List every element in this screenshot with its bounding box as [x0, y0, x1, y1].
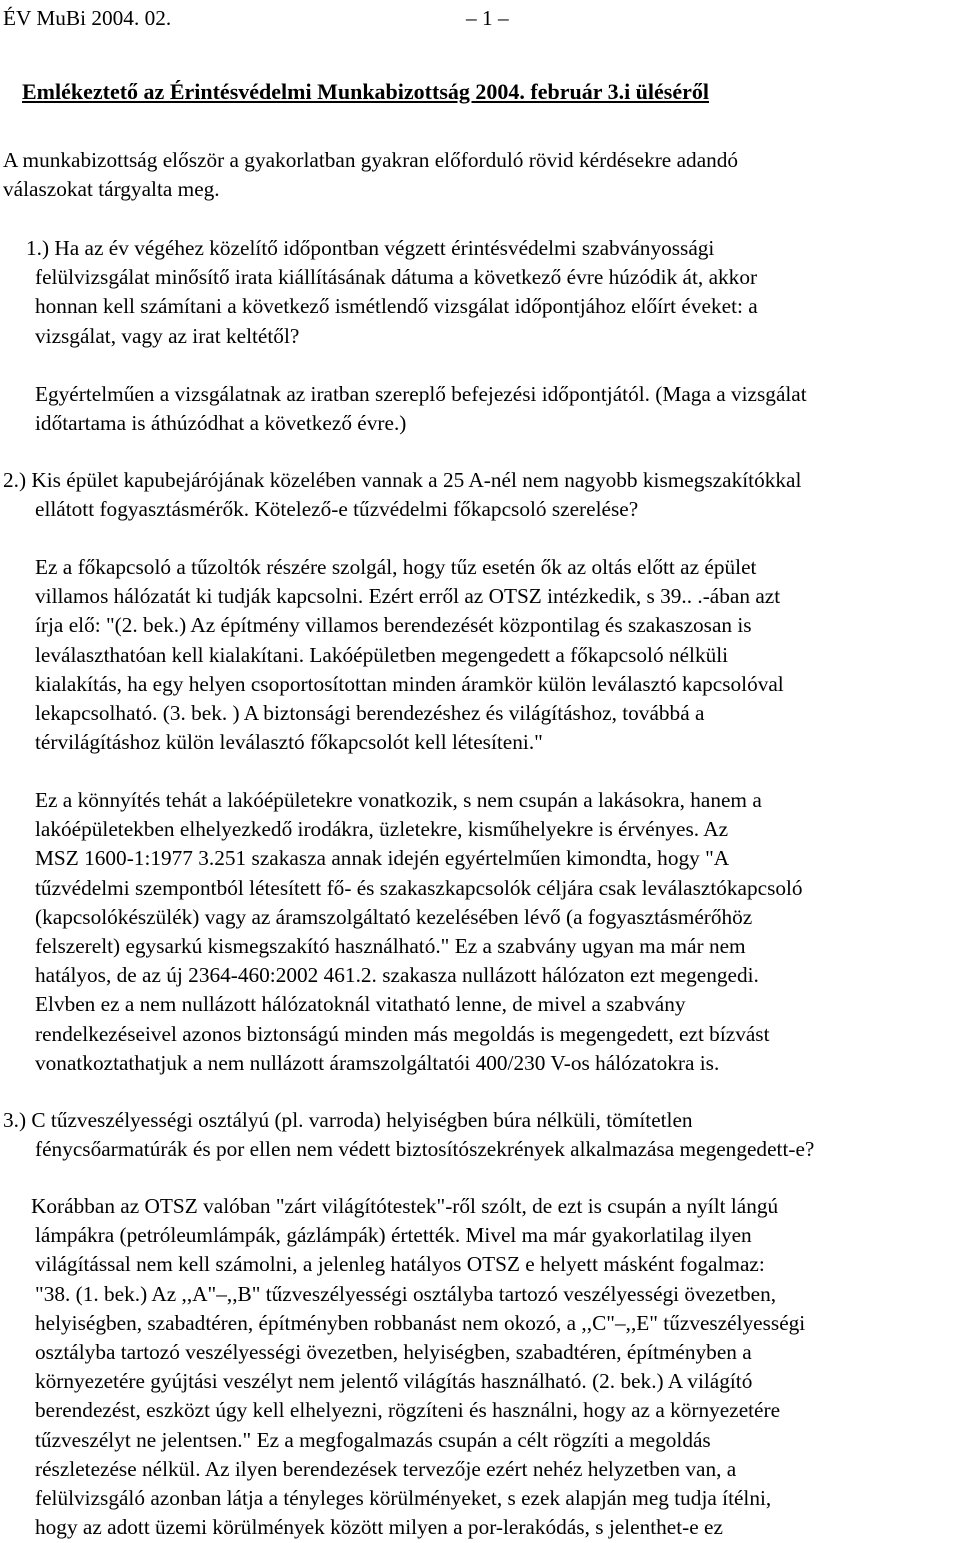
text-line: 3.) C tűzveszélyességi osztályú (pl. varroda) helyiségben búra nélküli, tömítetlen	[3, 1108, 693, 1132]
text-line: Elvben ez a nem nullázott hálózatoknál vitatható lenne, de mivel a szabvány	[35, 992, 686, 1017]
text-line: felszerelt) egysarkú kismegszakító használható." Ez a szabvány ugyan ma már nem	[35, 934, 746, 959]
text-line: Korábban az OTSZ valóban "zárt világítótestek"-ről szólt, de ezt is csupán a nyílt lángú	[31, 1194, 779, 1218]
text-line: lámpákra (petróleumlámpák, gázlámpák) értették. Mivel ma már gyakorlatilag ilyen	[35, 1223, 752, 1248]
text-line: felülvizsgálat minősítő irata kiállításának dátuma a következő évre húzódik át, akkor	[35, 265, 758, 290]
text-line: hogy az adott üzemi körülmények között milyen a por-lerakódás, s jelenthet-e ez	[35, 1515, 723, 1540]
question-1	[26, 234, 955, 351]
text-line: osztályba tartozó veszélyességi övezetben, helyiségben, szabadtéren, építményben a	[35, 1340, 752, 1365]
answer-2-part-2	[35, 786, 955, 1078]
text-line: A munkabizottság először a gyakorlatban gyakran előforduló rövid kérdésekre adandó	[3, 148, 739, 172]
text-line: Ez a főkapcsoló a tűzoltók részére szolgál, hogy tűz esetén ők az oltás előtt az épület	[35, 555, 757, 579]
text-line: (kapcsolókészülék) vagy az áramszolgáltató kezelésében lévő (a fogyasztásmérőhöz	[35, 904, 753, 929]
text-line: villamos hálózatát ki tudják kapcsolni. Ezért erről az OTSZ intézkedik, s 39.. .-ában azt	[35, 584, 781, 609]
text-line: ellátott fogyasztásmérők. Kötelező-e tűzvédelmi főkapcsoló szerelése?	[35, 497, 639, 522]
text-line: tűzvédelmi szempontból létesített fő- és szakaszkapcsolók céljára csak leválasztókapcsoló	[35, 875, 803, 900]
text-line: vonatkoztathatjuk a nem nullázott áramszolgáltatói 400/230 V-os hálózatokra is.	[35, 1050, 720, 1075]
text-line: időtartama is áthúzódhat a következő évre.)	[35, 411, 407, 436]
answer-1	[35, 380, 955, 438]
text-line: részletezése nélkül. Az ilyen berendezések tervezője ezért nehéz helyzetben van, a	[35, 1456, 737, 1481]
text-line: Ez a könnyítés tehát a lakóépületekre vonatkozik, s nem csupán a lakásokra, hanem a	[35, 788, 762, 812]
question-2	[3, 466, 953, 524]
document-title: Emlékeztető az Érintésvédelmi Munkabizottság 2004. február 3.i üléséről	[22, 79, 709, 104]
text-line: írja elő: "(2. bek.) Az építmény villamos berendezését központilag és szakaszosan is	[35, 613, 752, 638]
text-line: berendezést, eszközt úgy kell elhelyezni, rögzíteni és használni, hogy az a környezetére	[35, 1398, 781, 1423]
text-line: tűzveszélyt ne jelentsen." Ez a megfogalmazás csupán a célt rögzíti a megoldás	[35, 1427, 711, 1452]
text-line: válaszokat tárgyalta meg.	[3, 177, 220, 202]
text-line: környezetére gyújtási veszélyt nem jelentő világítás használható. (2. bek.) A világító	[35, 1369, 753, 1394]
text-line: felülvizsgáló azonban látja a tényleges körülményeket, s ezek alapján meg tudja ítélni,	[35, 1486, 772, 1511]
answer-3	[31, 1192, 951, 1542]
answer-2-part-1	[35, 553, 955, 757]
text-line: térvilágításhoz külön leválasztó főkapcsolót kell létesíteni."	[35, 730, 543, 755]
text-line: MSZ 1600-1:1977 3.251 szakasza annak idején egyértelműen kimondta, hogy "A	[35, 846, 730, 871]
text-line: rendelkezéseivel azonos biztonságú minden más megoldás is megengedett, ezt bízvást	[35, 1021, 770, 1046]
question-3	[3, 1106, 953, 1164]
text-line: 1.) Ha az év végéhez közelítő időpontban végzett érintésvédelmi szabványossági	[26, 236, 715, 260]
text-line: helyiségben, szabadtéren, építményben robbanást nem okozó, a ,,C"–,,E" tűzveszélyességi	[35, 1310, 806, 1335]
text-line: Egyértelműen a vizsgálatnak az iratban szereplő befejezési időpontjától. (Maga a vizsgálat	[35, 382, 807, 406]
text-line: leválaszthatóan kell kialakítani. Lakóépületben megengedett a főkapcsoló nélküli	[35, 642, 729, 667]
text-line: fénycsőarmatúrák és por ellen nem védett biztosítószekrények alkalmazása megengedett-e?	[35, 1137, 815, 1162]
text-line: lakóépületekben elhelyezkedő irodákra, üzletekre, kisműhelyekre is érvényes. Az	[35, 817, 729, 842]
text-line: vizsgálat, vagy az irat keltétől?	[35, 323, 300, 348]
text-line: honnan kell számítani a következő ismétlendő vizsgálat időpontjához előírt éveket: a	[35, 294, 758, 319]
text-line: 2.) Kis épület kapubejárójának közelében vannak a 25 A-nél nem nagyobb kismegszakítókkal	[3, 468, 802, 492]
text-line: kialakítás, ha egy helyen csoportosítottan minden áramkör külön leválasztó kapcsolóval	[35, 671, 784, 696]
journal-reference: ÉV MuBi 2004. 02.	[3, 6, 172, 30]
text-line: "38. (1. bek.) Az ,,A"–,,B" tűzveszélyességi osztályba tartozó veszélyességi övezetben,	[35, 1281, 777, 1306]
intro-paragraph	[3, 146, 943, 204]
text-line: hatályos, de az új 2364-460:2002 461.2. szakasza nullázott hálózaton ezt megengedi.	[35, 963, 759, 988]
page-number: – 1 –	[466, 6, 509, 30]
text-line: világítással nem kell számolni, a jelenleg hatályos OTSZ e helyett másként fogalmaz:	[35, 1252, 765, 1277]
text-line: lekapcsolható. (3. bek. ) A biztonsági berendezéshez és világításhoz, továbbá a	[35, 701, 705, 726]
